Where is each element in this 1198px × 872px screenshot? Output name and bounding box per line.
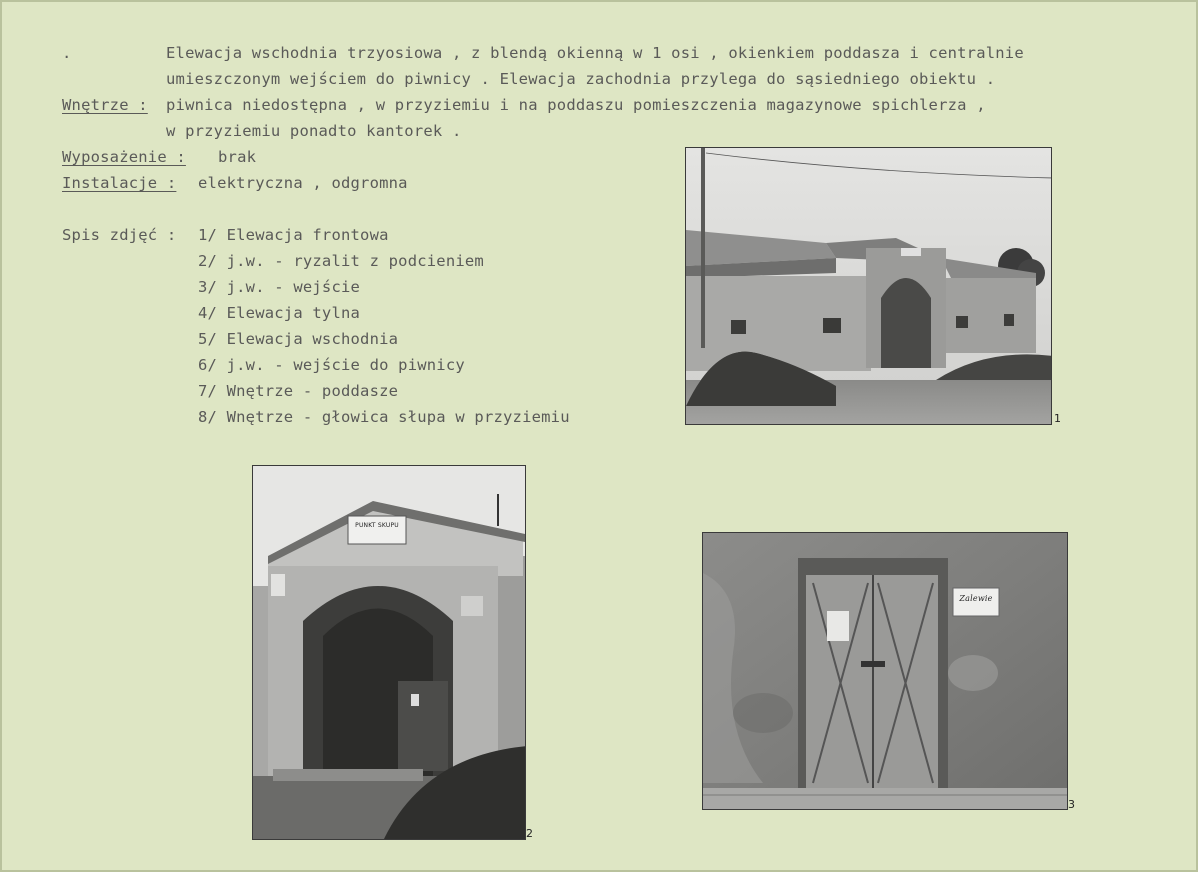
photo-list-item: 7/ Wnętrze - poddasze xyxy=(198,382,399,400)
door-sign-text: Zalewie xyxy=(959,594,993,603)
photo-arcade-entrance xyxy=(252,465,526,840)
photo-front-elevation xyxy=(685,147,1052,425)
photo-list-item: 6/ j.w. - wejście do piwnicy xyxy=(198,356,465,374)
bullet: . xyxy=(62,44,72,62)
photo-list-item: 2/ j.w. - ryzalit z podcieniem xyxy=(198,252,484,270)
photo-list-item: 4/ Elewacja tylna xyxy=(198,304,361,322)
arcade-sign-text: PUNKT SKUPU xyxy=(355,522,399,529)
equipment-label: Wyposażenie : xyxy=(62,148,186,166)
photo-number-3: 3 xyxy=(1068,798,1076,811)
installations-label: Instalacje : xyxy=(62,174,177,192)
photo-list-item: 8/ Wnętrze - głowica słupa w przyziemiu xyxy=(198,408,570,426)
photo-list-item: 1/ Elewacja frontowa xyxy=(198,226,389,244)
photo-number-1: 1 xyxy=(1054,412,1062,425)
interior-line-2: w przyziemiu ponadto kantorek . xyxy=(166,122,462,140)
photo-list-item: 3/ j.w. - wejście xyxy=(198,278,361,296)
description-line-2: umieszczonym wejściem do piwnicy . Elewacja zachodnia przylega do sąsiedniego obiektu . xyxy=(166,70,996,88)
description-line-1: Elewacja wschodnia trzyosiowa , z blendą okienną w 1 osi , okienkiem poddasza i centralnie xyxy=(166,44,1024,62)
photo-list-item: 5/ Elewacja wschodnia xyxy=(198,330,399,348)
photo-number-2: 2 xyxy=(526,827,534,840)
interior-line-1: piwnica niedostępna , w przyziemiu i na poddaszu pomieszczenia magazynowe spichlerza , xyxy=(166,96,986,114)
photo-entrance-door xyxy=(702,532,1068,810)
interior-label: Wnętrze : xyxy=(62,96,148,114)
photo-list-label: Spis zdjęć : xyxy=(62,226,177,244)
installations-value: elektryczna , odgromna xyxy=(198,174,408,192)
equipment-value: brak xyxy=(218,148,257,166)
